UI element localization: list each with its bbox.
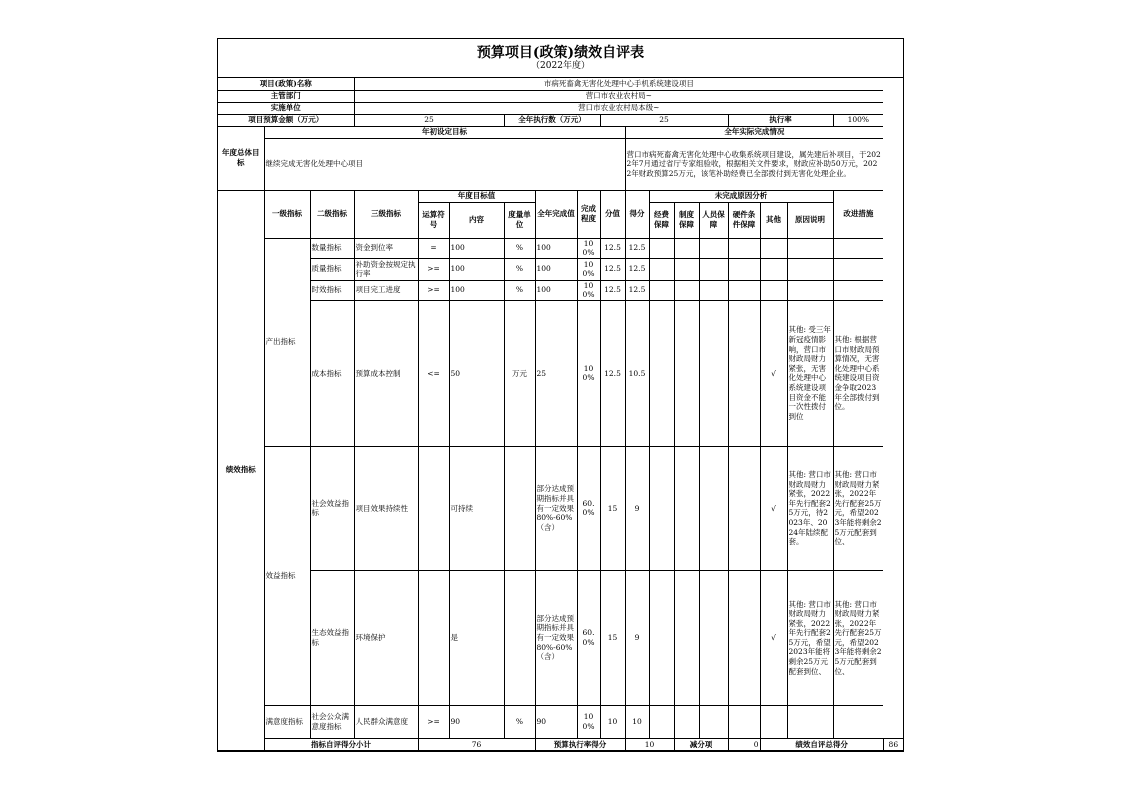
evaluation-table bbox=[218, 78, 903, 751]
row-op: <= bbox=[418, 300, 449, 446]
row-improve: 其他: 营口市财政局财力紧张，2022年先行配套25万元，希望2023年能将剩余25万元配套到位、 bbox=[833, 446, 883, 570]
row-unit: % bbox=[504, 238, 535, 258]
row-fund bbox=[649, 570, 674, 705]
rate-label: 执行率 bbox=[728, 114, 833, 126]
row-done: 90 bbox=[535, 705, 577, 738]
row-other bbox=[760, 258, 787, 280]
header-hardware: 硬件条件保障 bbox=[728, 202, 760, 238]
row-content: 可持续 bbox=[449, 446, 504, 570]
row-got: 9 bbox=[625, 446, 649, 570]
total-score-value: 86 bbox=[883, 738, 903, 750]
exec-score-label: 预算执行率得分 bbox=[535, 738, 625, 750]
budget-value: 25 bbox=[354, 114, 504, 126]
rate-value: 100% bbox=[833, 114, 883, 126]
row-done: 25 bbox=[535, 300, 577, 446]
row-content: 100 bbox=[449, 258, 504, 280]
header-score: 分值 bbox=[600, 190, 625, 238]
row-level2: 时效指标 bbox=[310, 280, 354, 300]
row-level2: 生态效益指标 bbox=[310, 570, 354, 705]
row-system bbox=[674, 570, 699, 705]
row-level3: 项目效果持续性 bbox=[354, 446, 418, 570]
row-system bbox=[674, 238, 699, 258]
header-level2: 二级指标 bbox=[310, 190, 354, 238]
benefit-label: 效益指标 bbox=[264, 446, 310, 705]
row-improve: 其他: 根据营口市财政局预算情况，无害化处理中心系统建设项目资金争取2023年全部拨付到位。 bbox=[833, 300, 883, 446]
row-improve: 其他: 营口市财政局财力紧张，2022年先行配套25万元，希望2023年能将剩余25万元配套到位、 bbox=[833, 570, 883, 705]
row-got: 12.5 bbox=[625, 238, 649, 258]
project-name-label: 项目(政策)名称 bbox=[218, 78, 354, 90]
row-fund bbox=[649, 446, 674, 570]
row-score: 15 bbox=[600, 570, 625, 705]
row-hardware bbox=[728, 280, 760, 300]
self-score-label: 指标自评得分小计 bbox=[264, 738, 418, 750]
row-staff bbox=[699, 258, 728, 280]
row-content: 50 bbox=[449, 300, 504, 446]
row-score: 12.5 bbox=[600, 238, 625, 258]
row-degree: 100% bbox=[577, 300, 600, 446]
row-op: >= bbox=[418, 258, 449, 280]
row-other bbox=[760, 280, 787, 300]
row-staff bbox=[699, 705, 728, 738]
row-level3: 补助资金按规定执行率 bbox=[354, 258, 418, 280]
row-reason bbox=[787, 280, 833, 300]
row-content: 100 bbox=[449, 238, 504, 258]
page-title: 预算项目(政策)绩效自评表 bbox=[476, 45, 645, 61]
row-improve bbox=[833, 238, 883, 258]
row-reason bbox=[787, 258, 833, 280]
row-level2: 数量指标 bbox=[310, 238, 354, 258]
row-score: 12.5 bbox=[600, 300, 625, 446]
plan-goal-text: 继续完成无害化处理中心项目 bbox=[264, 138, 625, 190]
row-got: 10.5 bbox=[625, 300, 649, 446]
actual-goal-header: 全年实际完成情况 bbox=[625, 126, 883, 138]
header-reason-group: 未完成原因分析 bbox=[649, 190, 833, 202]
row-level2: 社会效益指标 bbox=[310, 446, 354, 570]
row-level2: 质量指标 bbox=[310, 258, 354, 280]
row-got: 12.5 bbox=[625, 258, 649, 280]
exec-label: 全年执行数（万元） bbox=[504, 114, 600, 126]
header-level3: 三级指标 bbox=[354, 190, 418, 238]
header-target: 年度目标值 bbox=[418, 190, 535, 202]
row-score: 15 bbox=[600, 446, 625, 570]
row-level3: 资金到位率 bbox=[354, 238, 418, 258]
row-done: 部分达成预期指标并具有一定效果80%-60%（含） bbox=[535, 446, 577, 570]
row-reason bbox=[787, 705, 833, 738]
total-score-label: 绩效自评总得分 bbox=[760, 738, 883, 750]
header-reason: 原因说明 bbox=[787, 202, 833, 238]
budget-label: 项目预算金额（万元） bbox=[218, 114, 354, 126]
row-reason: 其他: 营口市财政局财力紧张，2022年先行配套25万元，待2023年、2024年陆续配套。 bbox=[787, 446, 833, 570]
dept-value: 营口市农业农村局~ bbox=[354, 90, 883, 102]
row-system bbox=[674, 258, 699, 280]
row-system bbox=[674, 705, 699, 738]
header-improve: 改进措施 bbox=[833, 190, 883, 238]
row-level3: 预算成本控制 bbox=[354, 300, 418, 446]
row-degree: 100% bbox=[577, 238, 600, 258]
row-improve bbox=[833, 258, 883, 280]
row-level2: 社会公众满意度指标 bbox=[310, 705, 354, 738]
row-staff bbox=[699, 570, 728, 705]
row-hardware bbox=[728, 705, 760, 738]
row-other: √ bbox=[760, 570, 787, 705]
dept-label: 主管部门 bbox=[218, 90, 354, 102]
row-level2: 成本指标 bbox=[310, 300, 354, 446]
row-degree: 100% bbox=[577, 258, 600, 280]
row-degree: 100% bbox=[577, 280, 600, 300]
row-got: 10 bbox=[625, 705, 649, 738]
row-degree: 60.0% bbox=[577, 446, 600, 570]
annual-goal-label: 年度总体目标 bbox=[218, 126, 264, 190]
row-done: 100 bbox=[535, 280, 577, 300]
header-content: 内容 bbox=[449, 202, 504, 238]
header-system: 制度保障 bbox=[674, 202, 699, 238]
row-unit: % bbox=[504, 280, 535, 300]
row-content: 是 bbox=[449, 570, 504, 705]
header-level1: 一级指标 bbox=[264, 190, 310, 238]
satisfaction-label: 满意度指标 bbox=[264, 705, 310, 738]
row-system bbox=[674, 280, 699, 300]
exec-value: 25 bbox=[600, 114, 728, 126]
row-other: √ bbox=[760, 446, 787, 570]
row-reason: 其他: 受三年新冠疫情影响，营口市财政局财力紧张，无害化处理中心系统建设项目资金不能一次性拨付到位 bbox=[787, 300, 833, 446]
row-fund bbox=[649, 258, 674, 280]
self-score-value: 76 bbox=[418, 738, 535, 750]
header-degree: 完成程度 bbox=[577, 190, 600, 238]
row-staff bbox=[699, 280, 728, 300]
row-staff bbox=[699, 300, 728, 446]
row-content: 90 bbox=[449, 705, 504, 738]
row-got: 12.5 bbox=[625, 280, 649, 300]
row-unit: 万元 bbox=[504, 300, 535, 446]
row-improve bbox=[833, 280, 883, 300]
row-other bbox=[760, 238, 787, 258]
row-op: >= bbox=[418, 280, 449, 300]
row-hardware bbox=[728, 258, 760, 280]
row-unit bbox=[504, 446, 535, 570]
plan-goal-header: 年初设定目标 bbox=[264, 126, 625, 138]
row-done: 部分达成预期指标并具有一定效果80%-60%（含） bbox=[535, 570, 577, 705]
row-score: 12.5 bbox=[600, 258, 625, 280]
header-staff: 人员保障 bbox=[699, 202, 728, 238]
row-hardware bbox=[728, 238, 760, 258]
header-other: 其他 bbox=[760, 202, 787, 238]
unit-label: 实施单位 bbox=[218, 102, 354, 114]
row-done: 100 bbox=[535, 238, 577, 258]
deduct-value: 0 bbox=[728, 738, 760, 750]
row-hardware bbox=[728, 446, 760, 570]
project-name-value: 市病死畜禽无害化处理中心手机系统建设项目 bbox=[354, 78, 883, 90]
header-fund: 经费保障 bbox=[649, 202, 674, 238]
header-op: 运算符号 bbox=[418, 202, 449, 238]
row-system bbox=[674, 300, 699, 446]
row-degree: 60.0% bbox=[577, 570, 600, 705]
row-unit: % bbox=[504, 258, 535, 280]
row-fund bbox=[649, 238, 674, 258]
row-got: 9 bbox=[625, 570, 649, 705]
row-hardware bbox=[728, 300, 760, 446]
row-unit: % bbox=[504, 705, 535, 738]
row-op: >= bbox=[418, 705, 449, 738]
row-other: √ bbox=[760, 300, 787, 446]
row-other bbox=[760, 705, 787, 738]
row-reason bbox=[787, 238, 833, 258]
row-level3: 环境保护 bbox=[354, 570, 418, 705]
actual-goal-text: 营口市病死畜禽无害化处理中心收集系统项目建设，属先建后补项目，于2022年7月通过省厅专家组验收，根据相关文件要求，财政应补助50万元，2022年财政预算25万元，该笔补助经费已全部拨付到无害化处理企业。 bbox=[625, 138, 883, 190]
row-score: 12.5 bbox=[600, 280, 625, 300]
row-score: 10 bbox=[600, 705, 625, 738]
row-content: 100 bbox=[449, 280, 504, 300]
row-done: 100 bbox=[535, 258, 577, 280]
unit-value: 营口市农业农村局本级~ bbox=[354, 102, 883, 114]
output-label: 产出指标 bbox=[264, 238, 310, 446]
header-got: 得分 bbox=[625, 190, 649, 238]
row-op bbox=[418, 570, 449, 705]
row-fund bbox=[649, 280, 674, 300]
row-op: = bbox=[418, 238, 449, 258]
perf-label: 绩效指标 bbox=[218, 190, 264, 750]
header-done: 全年完成值 bbox=[535, 190, 577, 238]
row-system bbox=[674, 446, 699, 570]
title-block bbox=[218, 39, 903, 78]
header-unit: 度量单位 bbox=[504, 202, 535, 238]
row-hardware bbox=[728, 570, 760, 705]
row-op bbox=[418, 446, 449, 570]
row-fund bbox=[649, 705, 674, 738]
row-unit bbox=[504, 570, 535, 705]
exec-score-value: 10 bbox=[625, 738, 674, 750]
row-level3: 项目完工进度 bbox=[354, 280, 418, 300]
row-staff bbox=[699, 446, 728, 570]
evaluation-sheet bbox=[217, 38, 904, 752]
row-degree: 100% bbox=[577, 705, 600, 738]
row-level3: 人民群众满意度 bbox=[354, 705, 418, 738]
row-fund bbox=[649, 300, 674, 446]
row-improve bbox=[833, 705, 883, 738]
page-year: （2022年度） bbox=[531, 61, 590, 71]
row-reason: 其他: 营口市财政局财力紧张，2022年先行配套25万元，希望2023年能将剩余25万元配套到位、 bbox=[787, 570, 833, 705]
deduct-label: 减分项 bbox=[674, 738, 728, 750]
row-staff bbox=[699, 238, 728, 258]
